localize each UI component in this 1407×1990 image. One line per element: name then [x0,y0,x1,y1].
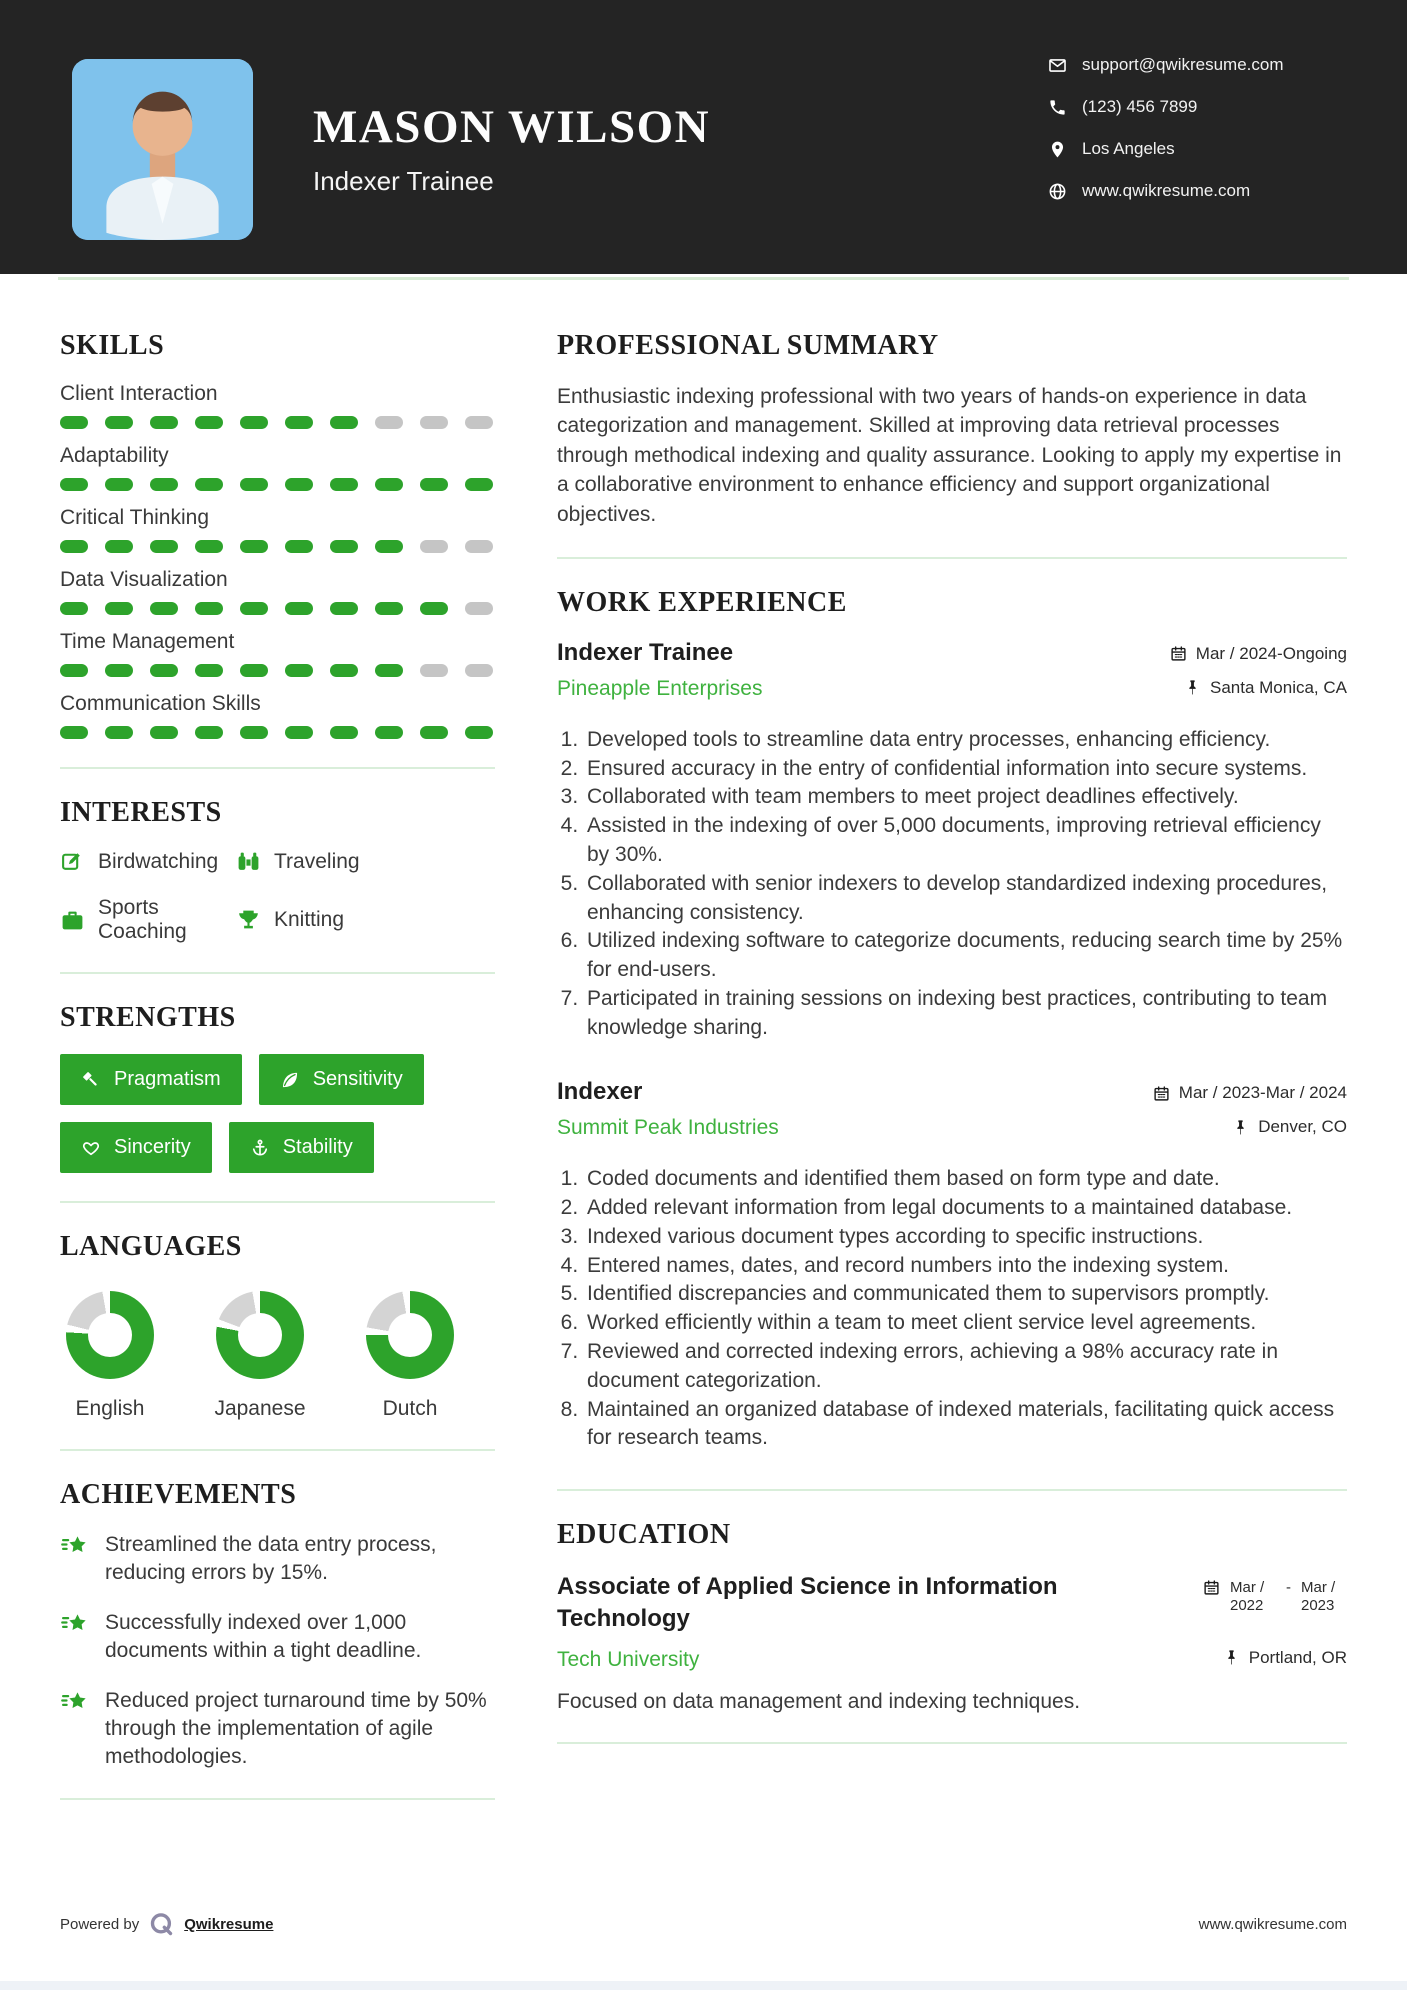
person-portrait [72,59,253,240]
calendar-icon [1153,1085,1170,1102]
skill-dash-empty [420,664,448,677]
achievements-list [60,1531,495,1770]
skill-dash-filled [195,602,223,615]
skill-dash-empty [465,664,493,677]
interest-item [60,896,236,944]
anchor-icon [250,1138,270,1158]
achievement-item [60,1687,495,1771]
strength-label: Sensitivity [312,1068,403,1090]
skill-dash-filled [60,478,88,491]
skill-dash-filled [240,726,268,739]
job-company: Summit Peak Industries [557,1116,779,1140]
pushpin-icon [1223,1649,1240,1666]
job-bullet-list [557,1165,1347,1453]
location-icon [1048,140,1067,159]
skill-dash-filled [60,726,88,739]
education-subheader [557,1648,1347,1672]
job-company: Pineapple Enterprises [557,676,763,700]
job-bullet: 5. Identified discrepancies and communicated them to supervisors promptly. [584,1280,1347,1309]
job-entry [557,1078,1347,1453]
skill-dash-filled [150,478,178,491]
contact-text: (123) 456 7899 [1082,97,1198,116]
section-divider [60,972,495,974]
interest-item [60,849,236,874]
job-location: Denver, CO [1258,1117,1347,1137]
languages-list [60,1283,495,1421]
education-note: Focused on data management and indexing techniques. [557,1689,1081,1713]
skill-dash-filled [285,726,313,739]
interest-label: Sports Coaching [98,896,187,943]
strength-chip [259,1054,424,1105]
skills-list [60,382,495,739]
skills-title: SKILLS [60,330,165,361]
skill-dash-filled [375,540,403,553]
skill-dash-filled [60,540,88,553]
skill-item [60,444,495,491]
interest-label: Traveling [274,849,360,873]
experience-section [557,587,1347,1453]
skill-dash-filled [240,540,268,553]
education-location-text: Portland, OR [1248,1647,1347,1667]
globe-icon [1048,182,1067,201]
skill-dash-filled [465,726,493,739]
skill-dash-filled [150,602,178,615]
skill-item [60,692,495,739]
skill-dash-filled [105,478,133,491]
skill-dash-filled [375,726,403,739]
language-item [210,1291,310,1421]
job-bullet: 4. Entered names, dates, and record numbers into the indexing system. [584,1252,1347,1281]
skill-bar [60,478,495,491]
job-bullet: 2. Added relevant information from legal documents to a maintained database. [584,1194,1347,1223]
skill-dash-filled [420,726,448,739]
footer-brand [60,1911,273,1938]
contact-text: Los Angeles [1082,139,1175,158]
job-location-row [1153,1117,1347,1137]
skill-item [60,568,495,615]
achievement-text: Successfully indexed over 1,000 documents within a tight deadline. [105,1610,422,1662]
skill-bar [60,416,495,429]
skill-dash-filled [240,416,268,429]
header [0,0,1407,274]
pushpin-icon [1232,1119,1249,1136]
skill-dash-filled [195,478,223,491]
skill-dash-filled [195,664,223,677]
shooting-star-icon [60,1610,90,1640]
languages-title: LANGUAGES [60,1231,242,1262]
strength-label: Stability [282,1136,353,1158]
section-divider [557,1742,1347,1744]
skill-dash-filled [330,602,358,615]
education-date-start: Mar / 2022 [1230,1579,1265,1615]
experience-title: WORK EXPERIENCE [557,586,847,618]
job-bullet: 6. Worked efficiently within a team to meet client service level agreements. [584,1309,1347,1338]
skill-label: Communication Skills [60,692,261,715]
person-title: Indexer Trainee [313,166,494,196]
language-donut-chart [66,1291,154,1379]
jobs-list [557,639,1347,1453]
skill-dash-filled [330,416,358,429]
job-bullet: 3. Collaborated with team members to meet project deadlines effectively. [584,783,1347,812]
skill-dash-filled [240,478,268,491]
skill-dash-empty [465,540,493,553]
degree-name: Associate of Applied Science in Information Technology [557,1573,1058,1633]
skill-dash-filled [60,664,88,677]
achievement-item [60,1531,495,1587]
phone-icon [1048,98,1067,117]
skill-dash-filled [195,416,223,429]
summary-text: Enthusiastic indexing professional with two years of hands-on experience in data categorization and management. Skilled at improving data retrieval processes through methodical indexing and quality assurance. Looking to apply my expertise in a collaborative environment to enhance efficiency and support organizational objectives. [557,385,1342,526]
achievement-text: Reduced project turnaround time by 50% through the implementation of agile methodologies. [105,1688,487,1768]
skill-dash-filled [285,416,313,429]
skill-item [60,630,495,677]
gavel-icon [81,1070,101,1090]
education-title: EDUCATION [557,1519,731,1551]
achievement-item [60,1609,495,1665]
shooting-star-icon [60,1532,90,1562]
skill-dash-filled [330,540,358,553]
skill-label: Critical Thinking [60,506,209,529]
skill-label: Data Visualization [60,568,228,591]
skill-dash-filled [420,478,448,491]
job-bullet: 6. Utilized indexing software to categorize documents, reducing search time by 25% for end-users. [584,927,1347,985]
profile-photo [72,59,253,240]
skill-dash-filled [465,478,493,491]
bottom-edge-strip [0,1981,1407,1990]
job-bullet: 2. Ensured accuracy in the entry of confidential information into secure systems. [584,755,1347,784]
job-location-row [1170,678,1347,698]
skill-dash-filled [285,478,313,491]
section-divider [60,767,495,769]
skill-dash-filled [195,540,223,553]
strengths-section [60,1002,495,1173]
language-label: Japanese [214,1397,306,1420]
skill-dash-empty [420,540,448,553]
language-donut-chart [366,1291,454,1379]
skill-dash-filled [105,540,133,553]
section-divider [557,557,1347,559]
job-bullet: 5. Collaborated with senior indexers to develop standardized indexing procedures, enhancing consistency. [584,870,1347,928]
skill-dash-filled [285,664,313,677]
strengths-list [60,1054,495,1173]
skill-dash-filled [195,726,223,739]
skill-bar [60,726,495,739]
job-location: Santa Monica, CA [1209,677,1347,697]
contact-item[interactable] [1048,52,1284,78]
skill-dash-filled [105,602,133,615]
section-divider [60,1449,495,1451]
content-columns [0,280,1407,1828]
interest-label: Knitting [274,908,345,931]
skill-dash-filled [60,416,88,429]
skill-dash-filled [285,602,313,615]
skill-dash-filled [375,478,403,491]
education-date-end: Mar / 2023 [1301,1579,1336,1615]
languages-section [60,1231,495,1421]
skill-bar [60,602,495,615]
skill-dash-filled [375,664,403,677]
footer [60,1911,1347,1938]
identity-block [313,100,710,197]
person-name: MASON WILSON [313,101,711,153]
job-bullet: 3. Indexed various document types according to specific instructions. [584,1223,1347,1252]
skill-dash-filled [150,726,178,739]
footer-site-url[interactable]: www.qwikresume.com [1198,1916,1347,1933]
skill-dash-filled [150,416,178,429]
job-bullet: 4. Assisted in the indexing of over 5,000 documents, improving retrieval efficiency by 30%. [584,812,1347,870]
education-section [557,1519,1347,1714]
heart-icon [81,1138,101,1158]
interests-list [60,849,495,944]
job-bullet: 1. Coded documents and identified them based on form type and date. [584,1165,1347,1194]
job-bullet: 1. Developed tools to streamline data entry processes, enhancing efficiency. [584,726,1347,755]
skill-dash-filled [330,726,358,739]
strengths-title: STRENGTHS [60,1002,236,1033]
contact-text: www.qwikresume.com [1082,181,1251,200]
contact-text: support@qwikresume.com [1082,55,1284,74]
qwikresume-logo-icon [148,1911,175,1938]
skill-dash-filled [420,602,448,615]
strength-label: Sincerity [114,1136,191,1158]
skill-item [60,506,495,553]
skill-bar [60,540,495,553]
interest-label: Birdwatching [98,849,219,873]
skill-label: Time Management [60,630,235,653]
skill-dash-filled [105,664,133,677]
achievement-text: Streamlined the data entry process, reducing errors by 15%. [105,1533,437,1584]
strength-chip [60,1054,242,1105]
language-item [60,1291,160,1421]
skill-dash-filled [240,602,268,615]
job-role: Indexer Trainee [557,638,734,666]
skill-dash-filled [330,478,358,491]
job-dates: Mar / 2024-Ongoing [1195,643,1347,663]
skill-dash-filled [285,540,313,553]
job-dates-row [1153,1083,1347,1103]
calendar-icon [1170,645,1187,662]
pencil-square-icon [60,849,85,874]
binoculars-icon [236,849,261,874]
job-bullet-list [557,726,1347,1042]
skill-dash-empty [465,416,493,429]
language-donut-chart [216,1291,304,1379]
interests-section [60,797,495,944]
contact-item[interactable] [1048,136,1284,162]
section-divider [60,1201,495,1203]
trophy-icon [236,908,261,933]
job-bullet: 7. Reviewed and corrected indexing errors, achieving a 98% accuracy rate in document categorization. [584,1338,1347,1396]
strength-label: Pragmatism [114,1068,221,1090]
language-label: English [75,1397,145,1420]
strength-chip [229,1122,374,1173]
education-location [1223,1648,1347,1668]
interests-title: INTERESTS [60,797,222,828]
skill-dash-filled [150,540,178,553]
briefcase-icon [60,908,85,933]
skill-dash-empty [375,416,403,429]
section-divider [557,1489,1347,1491]
skill-bar [60,664,495,677]
education-header [557,1571,1347,1636]
section-divider [60,1798,495,1800]
skill-item [60,382,495,429]
achievements-section [60,1479,495,1770]
pushpin-icon [1184,679,1201,696]
skill-dash-filled [375,602,403,615]
language-item [360,1291,460,1421]
school-name: Tech University [557,1647,700,1671]
skill-dash-filled [60,602,88,615]
interest-item [236,896,495,944]
job-bullet: 7. Participated in training sessions on indexing best practices, contributing to team knowledge sharing. [584,985,1347,1043]
sidebar [60,330,495,1828]
contact-item[interactable] [1048,178,1284,204]
skill-dash-filled [105,416,133,429]
summary-title: PROFESSIONAL SUMMARY [557,330,939,361]
education-date-separator: - [1286,1579,1291,1597]
contact-list [1048,52,1284,220]
job-dates: Mar / 2023-Mar / 2024 [1178,1083,1347,1103]
skill-dash-filled [240,664,268,677]
contact-item[interactable] [1048,94,1284,120]
job-bullet: 8. Maintained an organized database of indexed materials, facilitating quick access for research teams. [584,1396,1347,1454]
main-content [557,330,1347,1828]
skill-dash-empty [465,602,493,615]
skill-label: Adaptability [60,444,169,467]
skill-dash-filled [330,664,358,677]
education-dates [1203,1571,1347,1636]
powered-by-label: Powered by [60,1916,140,1933]
qwikresume-link[interactable]: Qwikresume [184,1916,274,1933]
leaf-icon [280,1070,300,1090]
job-dates-row [1170,644,1347,664]
skill-label: Client Interaction [60,382,218,405]
shooting-star-icon [60,1688,90,1718]
summary-section [557,330,1347,529]
job-role: Indexer [557,1078,643,1106]
language-label: Dutch [382,1397,438,1420]
achievements-title: ACHIEVEMENTS [60,1479,297,1510]
email-icon [1048,56,1067,75]
skill-dash-filled [150,664,178,677]
skill-dash-empty [420,416,448,429]
interest-item [236,849,495,874]
skills-section [60,330,495,739]
job-entry [557,639,1347,1042]
strength-chip [60,1122,212,1173]
skill-dash-filled [105,726,133,739]
calendar-icon [1203,1579,1220,1596]
